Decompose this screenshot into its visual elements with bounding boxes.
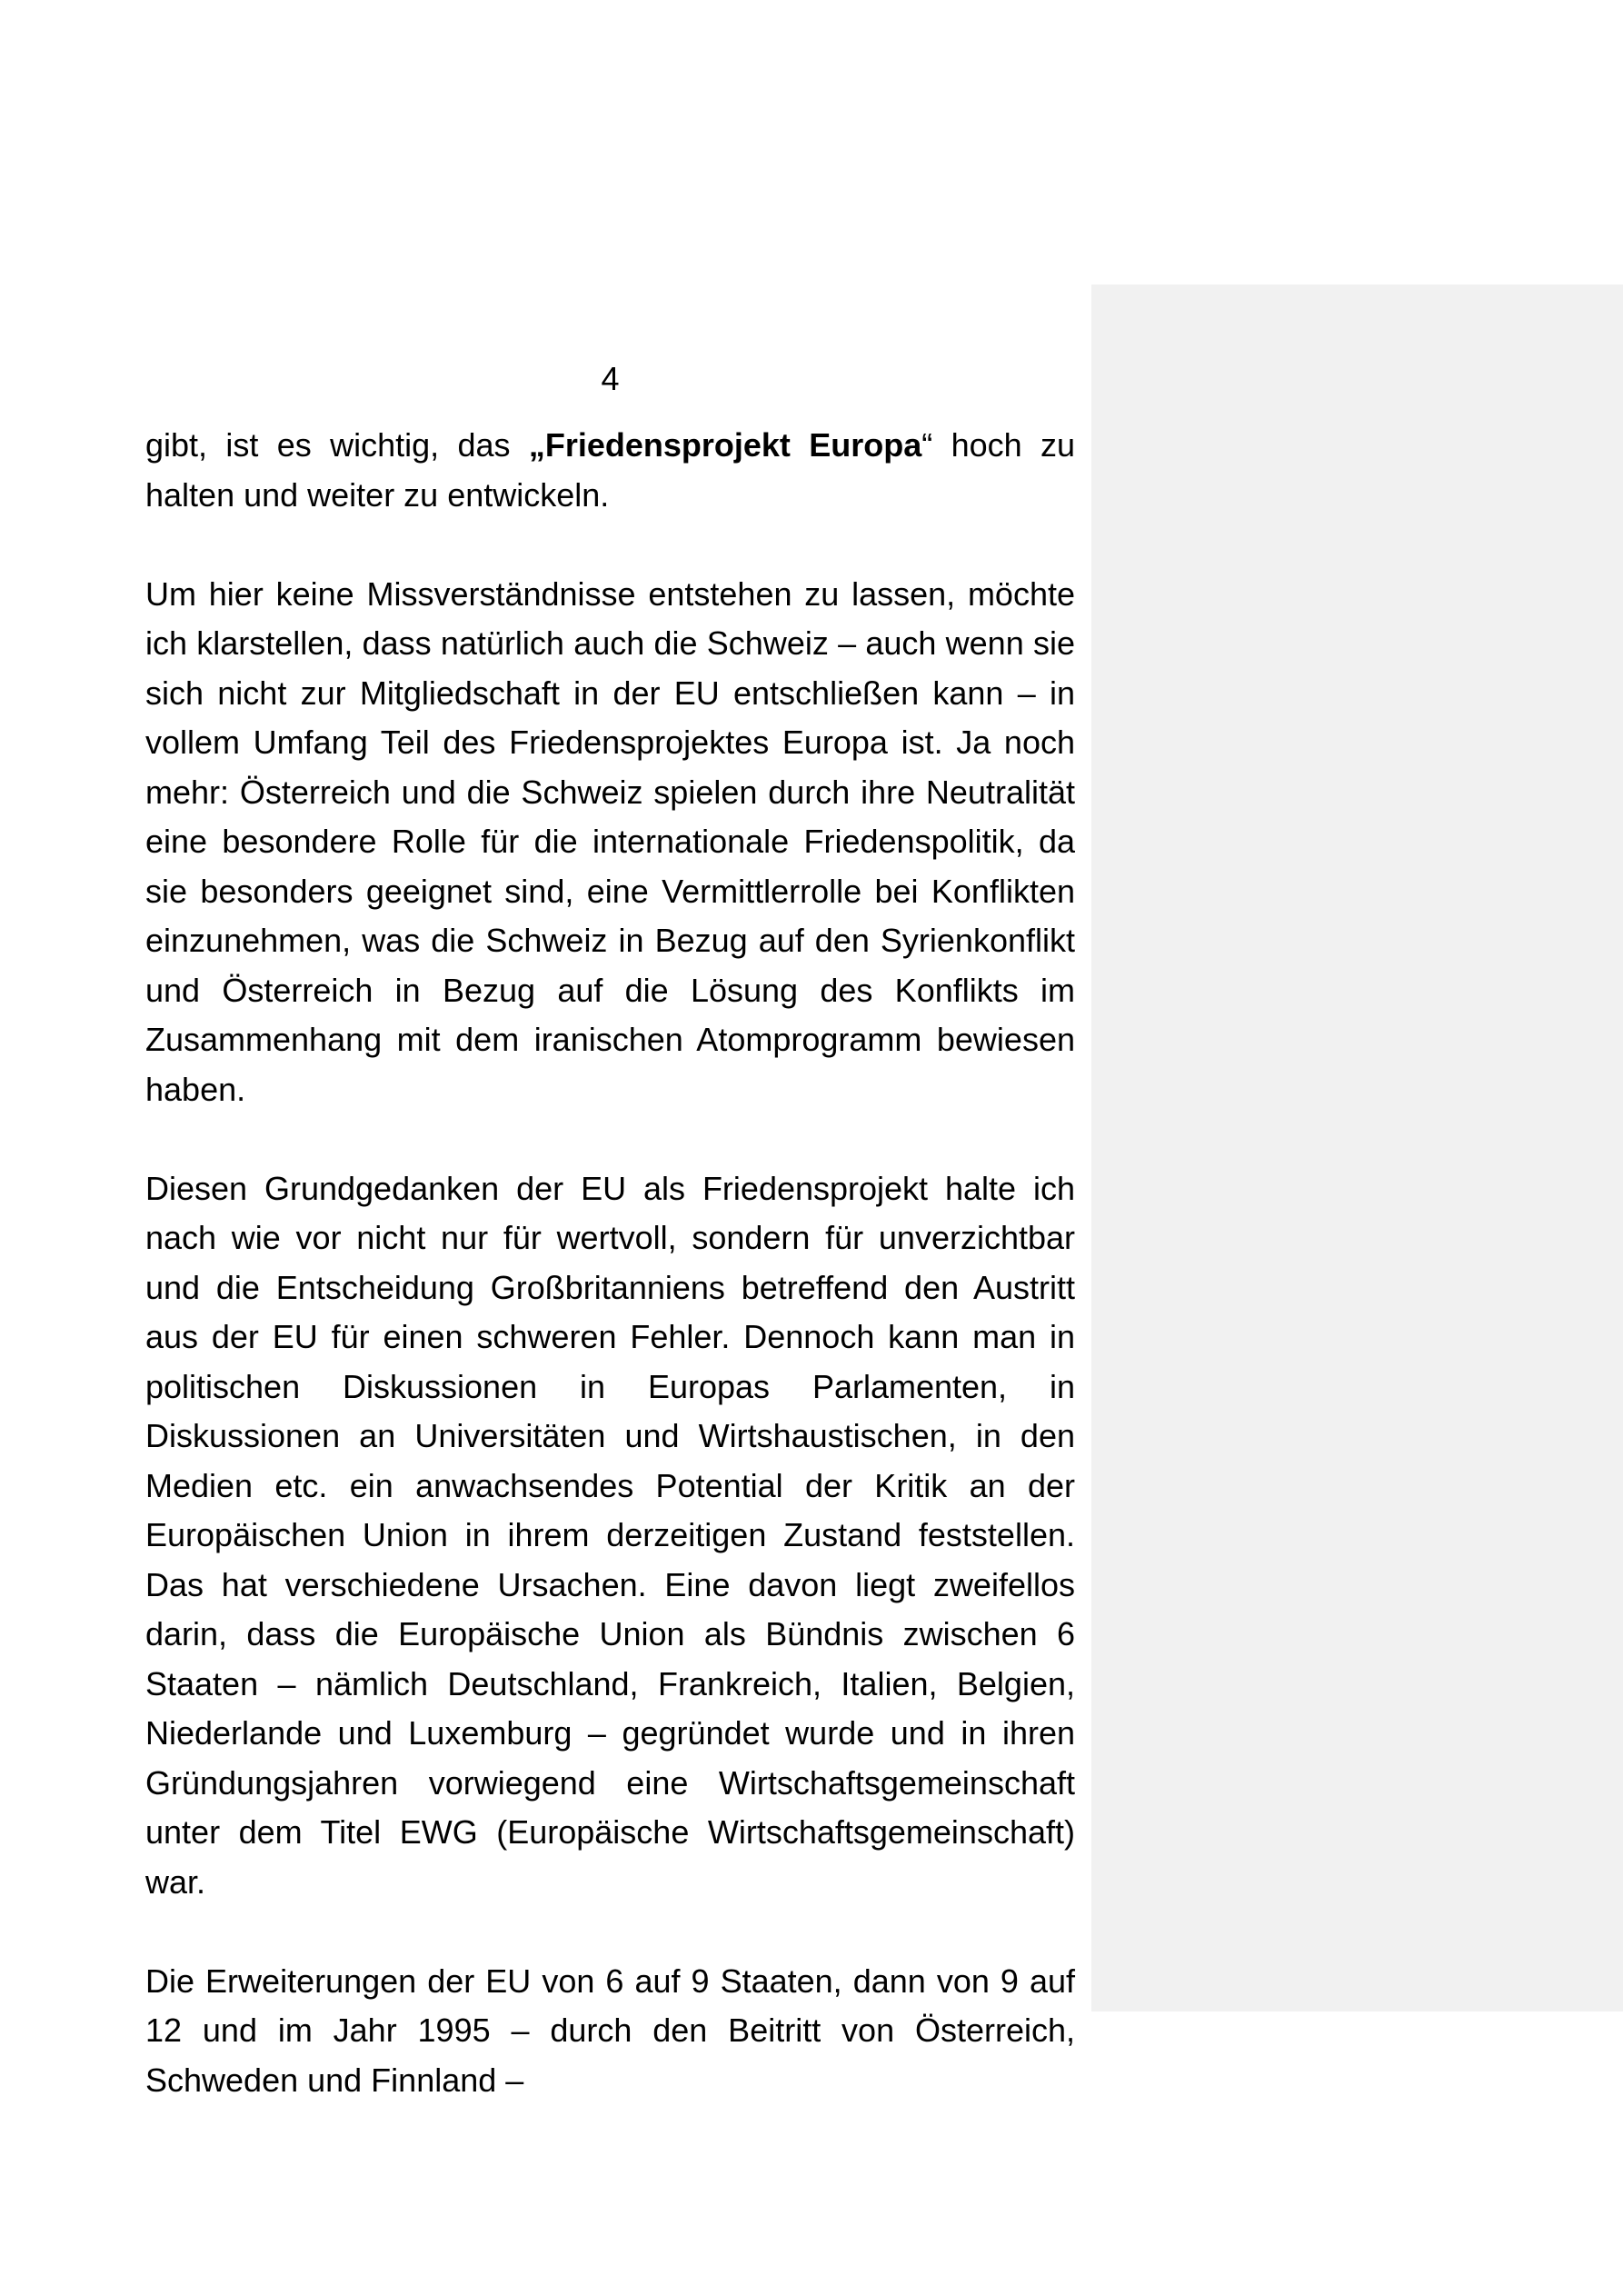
paragraph [145,570,1075,1115]
text-run: “ hoch zu halten und weiter zu entwickeln. [145,426,1075,514]
text-run: gibt, ist es wichtig, das [145,426,529,464]
document-body [145,421,1075,2155]
bold-text-run: „Friedensprojekt Europa [528,426,922,464]
paragraph [145,421,1075,520]
paragraph [145,1164,1075,1908]
paragraph [145,1957,1075,2106]
text-run: Diesen Grundgedanken der EU als Friedensprojekt halte ich nach wie vor nicht nur für wertvoll, sondern für unverzichtbar und die Entscheidung Großbritanniens betreffend den Austritt aus der EU für einen schweren Fehler. Dennoch kann man in politischen Diskussionen in Europas Parlamenten, in Diskussionen an Universitäten und Wirtshaustischen, in den Medien etc. ein anwachsendes Potential der Kritik an der Europäischen Union in ihrem derzeitigen Zustand feststellen. Das hat verschiedene Ursachen. Eine davon liegt zweifellos darin, dass die Europäische Union als Bündnis zwischen 6 Staaten – nämlich Deutschland, Frankreich, Italien, Belgien, Niederlande und Luxemburg – gegründet wurde und in ihren Gründungsjahren vorwiegend eine Wirtschaftsgemeinschaft unter dem Titel EWG (Europäische Wirtschaftsgemeinschaft) war. [145,1169,1075,1901]
margin-highlight-box [1091,285,1623,2011]
text-run: Um hier keine Missverständnisse entstehen zu lassen, möchte ich klarstellen, dass natürlich auch die Schweiz – auch wenn sie sich nicht zur Mitgliedschaft in der EU entschließen kann – in vollem Umfang Teil des Friedensprojektes Europa ist. Ja noch mehr: Österreich und die Schweiz spielen durch ihre Neutralität eine besondere Rolle für die internationale Friedenspolitik, da sie besonders geeignet sind, eine Vermittlerrolle bei Konflikten einzunehmen, was die Schweiz in Bezug auf den Syrienkonflikt und Österreich in Bezug auf die Lösung des Konflikts im Zusammenhang mit dem iranischen Atomprogramm bewiesen haben. [145,574,1075,1108]
text-run: Die Erweiterungen der EU von 6 auf 9 Staaten, dann von 9 auf 12 und im Jahr 1995 – durch den Beitritt von Österreich, Schweden und Finnland – [145,1962,1075,2099]
page-number: 4 [601,360,620,397]
